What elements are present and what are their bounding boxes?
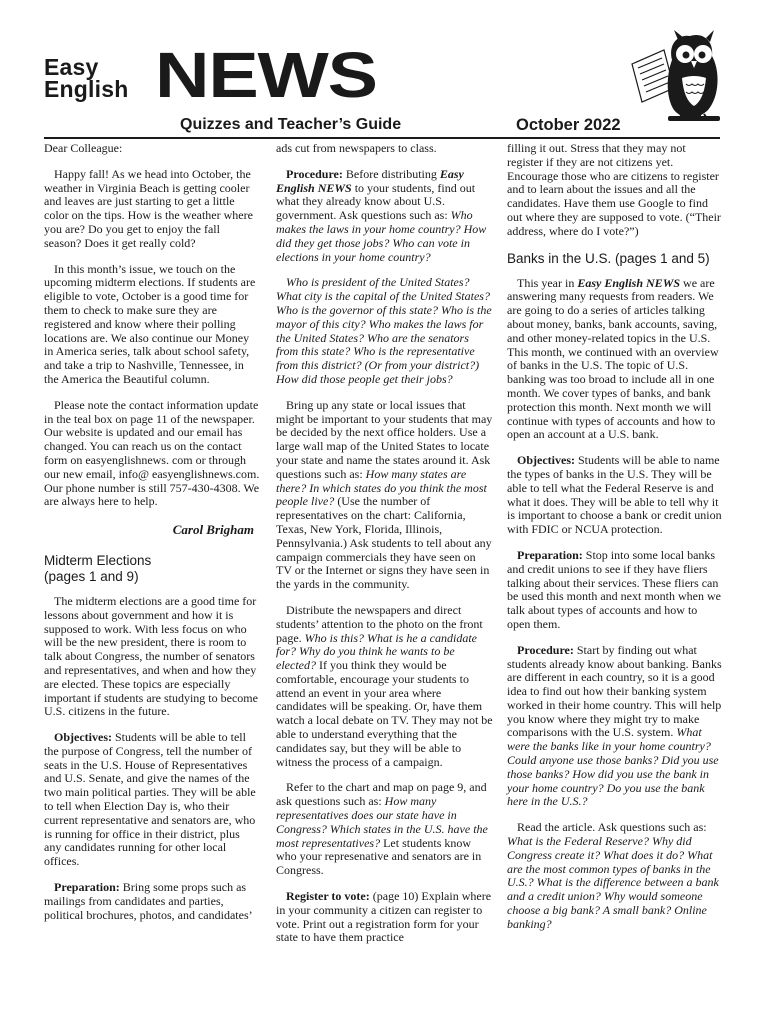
distribute-text-a: Distribute the newspapers and direct students’ attention to the photo on the front page. bbox=[276, 602, 483, 645]
owl-reading-newspaper-icon bbox=[628, 30, 724, 130]
procedure-questions: Who makes the laws in your home country? How did they get those jobs? Who can vote in elections in your home country? bbox=[276, 208, 487, 264]
distribute-text-b: If you think they would be comfortable, encourage your students to attend an event in your area where candidates will be speaking. Or, have them watch a local debate on TV. They may not be able to understand everything that the candidates say, but they will be able to witness the process of a campaign. bbox=[276, 658, 493, 769]
banks-procedure-questions: What were the banks like in your home country? Could anyone use those banks? Did you use those banks? How did you use the bank in your home country? Do you use the bank here in the U.S.? bbox=[507, 725, 719, 809]
local-issues-text-a: Bring up any state or local issues that might be important to your students that may be decided by the next office holders. Use a large wall map of the United States to locate your state and name the states around it. Ask questions such as: bbox=[276, 397, 493, 481]
signature: Carol Brigham bbox=[172, 522, 254, 538]
issue-date: October 2022 bbox=[516, 116, 621, 134]
civics-questions-text: Who is president of the United States? What city is the capital of the United States? Who is the governor of this state? Who is the mayor of this city? Who makes the laws for the United States? Who are the senators from this state? Who is the representative from this district? (Or from your district?) How did those people get their jobs? bbox=[276, 275, 492, 386]
banks-preparation-text: Stop into some local banks and credit unions to see if they have fliers talking about their services. These fliers can be used this month and next month when we talk about types of accounts and how to open them. bbox=[507, 547, 721, 631]
local-issues-questions: How many states are there? In which states do you think the most people live? bbox=[276, 466, 487, 509]
intro-paragraph-2: In this month’s issue, we touch on the upcoming midterm elections. If students are eligible to vote, October is a good time for them to check to make sure they are registered and know where their polling locations are. We also continue our Money in America series, talk about school safety, and take a trip to Nashville, Tennessee, in the America the Beautiful column. bbox=[44, 261, 256, 386]
banks-procedure-text: Start by finding out what students already know about banking. Banks are different in each country, so it is a good idea to find out how their banking system worked in their home country. This will help you know where they might try to make comparisons with the U.S. system. bbox=[507, 642, 722, 740]
column-1 bbox=[44, 142, 260, 934]
banks-objectives bbox=[507, 454, 723, 537]
chart-paragraph bbox=[276, 781, 494, 878]
column-2 bbox=[276, 142, 494, 957]
banks-procedure-label: Procedure: bbox=[517, 642, 574, 657]
salutation: Dear Colleague: bbox=[44, 141, 123, 155]
midterm-preparation bbox=[44, 881, 260, 922]
banks-intro-b: we are answering many requests from readers. We are going to do a series of articles talking about money, banks, bank accounts, saving, and other money-related topics in the U.S. This month, we continued with an overview of banks in the U.S. The topic of U.S. banking was too broad to include all in one month. We cover types of banks, and bank protection this month. Next month we will continue with types of accounts and how to open an account at a U.S. bank. bbox=[507, 275, 719, 442]
banks-preparation-label: Preparation: bbox=[517, 547, 583, 562]
preparation-continued: ads cut from newspapers to class. bbox=[276, 141, 437, 155]
procedure-text-b: to your students, find out what they already know about U.S. government. Ask questions such as: bbox=[276, 180, 476, 223]
banks-procedure bbox=[507, 644, 723, 810]
civics-questions bbox=[276, 276, 494, 386]
banks-reading-questions: What is the Federal Reserve? Why did Congress create it? What does it do? What are the most common types of banks in the U.S.? What is the difference between a bank and a credit union? Why would someone choose a big bank? A small bank? Online banking? bbox=[507, 834, 719, 931]
objectives-text: Students will be able to tell the purpose of Congress, tell the number of seats in the U.S. House of Representatives and U.S. Senate, and give the names of the two main political parties. They will be able to tell when Election Day is, who their current representative and senators are, who is running for office in their district, plus any candidates running for other local offices. bbox=[44, 730, 256, 869]
distribute-paragraph bbox=[276, 604, 494, 770]
midterm-paragraph: The midterm elections are a good time for lessons about government and how it is supposed to work. With less focus on who will be the new president, there is room to talk about Congress, the number of senators and representatives, and when and how they are elected. These topics are especially important if students are studying to become U.S. citizens in the future. bbox=[44, 593, 258, 719]
procedure-text-a: Before distributing bbox=[342, 166, 440, 181]
midterm-heading-title: Midterm Elections bbox=[44, 552, 152, 568]
objectives-label: Objectives: bbox=[54, 730, 112, 745]
brand-wordmark-small bbox=[44, 56, 128, 100]
register-text: (page 10) Explain where in your community a citizen can register to vote. Print out a registration form for your state to have them practice bbox=[276, 889, 492, 945]
local-issues-paragraph bbox=[276, 399, 494, 592]
banks-objectives-label: Objectives: bbox=[517, 453, 575, 468]
preparation-text: Bring some props such as mailings from candidates and parties, political brochures, photos, and candidates’ bbox=[44, 880, 253, 922]
banks-preparation bbox=[507, 549, 723, 632]
register-paragraph bbox=[276, 890, 494, 945]
brand-news: NEWS bbox=[155, 39, 377, 111]
banks-intro-a: This year in bbox=[517, 275, 578, 290]
midterm-heading bbox=[44, 553, 260, 585]
banks-reading-text: Read the article. Ask questions such as: bbox=[517, 820, 707, 835]
preparation-label: Preparation: bbox=[54, 880, 120, 895]
banks-reading bbox=[507, 821, 723, 931]
banks-heading: Banks in the U.S. (pages 1 and 5) bbox=[507, 250, 710, 266]
column-3 bbox=[507, 142, 723, 944]
intro-paragraph-3: Please note the contact information update in the teal box on page 11 of the newspaper. Our website is updated and our email has changed. You can reach us on the contact form on easyenglishnews. com or through our new email, info@ easyenglishnews.com. Our phone number is still 757-430-4308. We are always here to help. bbox=[44, 397, 260, 509]
banks-intro bbox=[507, 277, 723, 443]
distribute-questions: Who is this? What is he a candidate for? Why do you think he wants to be elected? bbox=[276, 630, 477, 673]
intro-paragraph-1: Happy fall! As we head into October, the weather in Virginia Beach is getting cooler and leaves are just starting to get a little color on the tips. How is the weather where you are? Do you get to enjoy the fall season? Does it get really cold? bbox=[44, 166, 253, 250]
midterm-objectives bbox=[44, 731, 260, 869]
midterm-heading-pages: (pages 1 and 9) bbox=[44, 568, 139, 584]
chart-questions: How many representatives does our state have in Congress? Which states in the U.S. have the most representatives? bbox=[276, 794, 488, 850]
register-label: Register to vote: bbox=[286, 889, 370, 904]
local-issues-text-b: (Use the number of representatives on the chart: California, Texas, New York, Florida, Illinois, Pennsylvania.) Ask students to tell about any campaign commercials they have seen on TV or the Internet or signs they have seen in the yards in the community. bbox=[276, 494, 492, 592]
midterm-procedure bbox=[276, 168, 494, 265]
brand-english: English bbox=[44, 76, 129, 102]
procedure-label: Procedure: bbox=[286, 166, 343, 181]
paper-name: Easy English NEWS bbox=[276, 166, 464, 195]
chart-text-b: Let students know who your represenative and senators are in Congress. bbox=[276, 835, 482, 878]
register-continued: filling it out. Stress that they may not register if they are not citizens yet. Encourage those who are citizens to register and to learn about the issues and all the candidates. Have them use Google to find out where they are supposed to vote. (“Their address, where do I vote?”) bbox=[507, 141, 721, 238]
banks-paper-name: Easy English NEWS bbox=[577, 275, 681, 290]
chart-text-a: Refer to the chart and map on page 9, and ask questions such as: bbox=[276, 780, 487, 809]
guide-subtitle: Quizzes and Teacher’s Guide bbox=[180, 116, 402, 133]
banks-objectives-text: Students will be able to name the types of banks in the U.S. They will be able to tell what the Federal Reserve is and what it does. They will be able to tell why it is important to choose a bank or credit union with FDIC or NCUA protection. bbox=[507, 453, 722, 537]
masthead-rule bbox=[44, 137, 720, 139]
brand-easy: Easy bbox=[44, 54, 99, 80]
